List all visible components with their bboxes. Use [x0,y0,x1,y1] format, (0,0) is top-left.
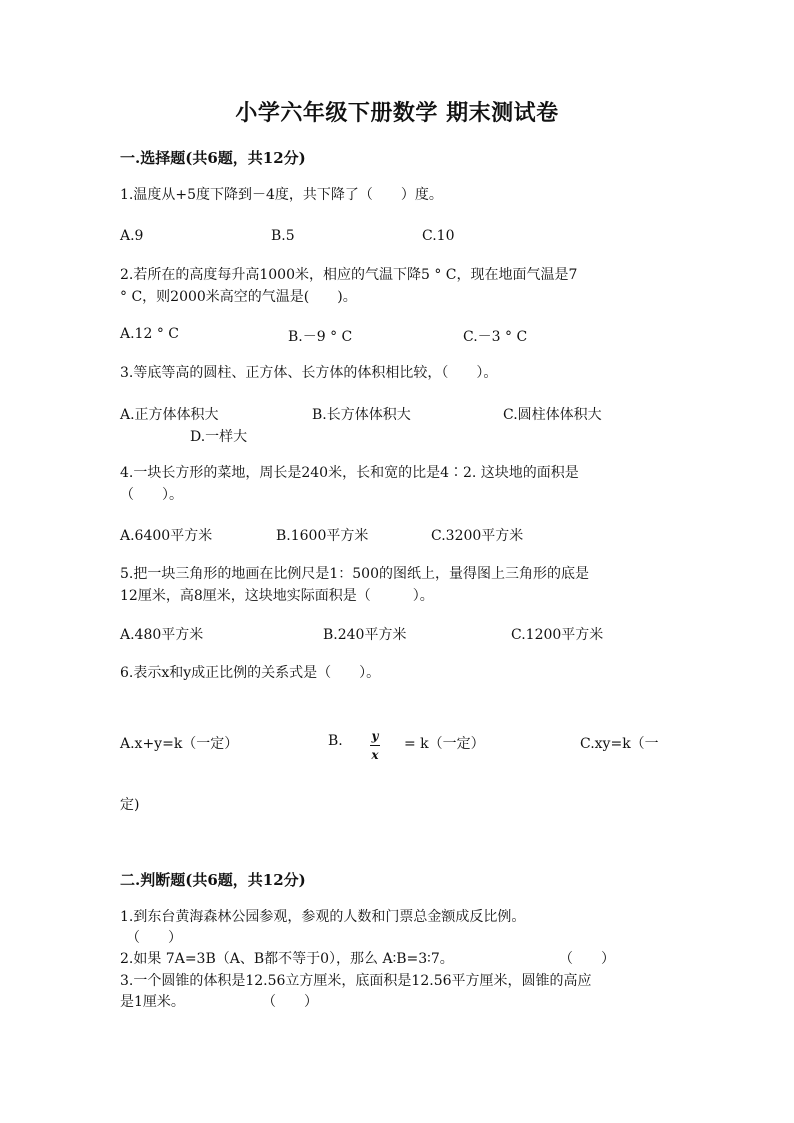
question-6: 6.表示x和y成正比例的关系式是（ ）。 [120,665,381,681]
q6-option-b-suffix: = k（一定） [404,736,485,752]
page-title: 小学六年级下册数学 期末测试卷 [235,100,559,126]
q6-option-b-fraction [368,729,382,762]
question-4-line-2: （ ）。 [120,487,183,503]
q5-option-b: B.240平方米 [323,627,407,643]
q6-option-a: A.x+y=k（一定） [120,736,239,752]
q1-option-c: C.10 [422,228,455,244]
section-heading-choice: 一.选择题(共6题，共12分) [120,149,306,167]
q1-option-a: A.9 [120,228,144,244]
q5-option-a: A.480平方米 [120,627,204,643]
judge-1-line-1: 1.到东台黄海森林公园参观，参观的人数和门票总金额成反比例。 [120,909,526,925]
q2-option-a: A.12 ° C [120,326,179,342]
question-4-line-1: 4.一块长方形的菜地，周长是240米，长和宽的比是4∶2. 这块地的面积是 [120,465,579,481]
judge-1-line-2: （ ） [126,930,182,946]
q3-option-a: A.正方体体积大 [120,407,219,423]
question-2-line-1: 2.若所在的高度每升高1000米，相应的气温下降5 ° C，现在地面气温是7 [120,267,578,283]
q3-option-c: C.圆柱体体积大 [503,407,602,423]
q6-option-c: C.xy=k（一 [580,736,659,752]
q3-option-b: B.长方体体积大 [312,407,411,423]
judge-3-answer-paren: （ ） [262,994,318,1010]
judge-2: 2.如果 7A=3B（A、B都不等于0），那么 A∶B=3∶7。 [120,951,454,967]
fraction-bar [370,745,380,746]
q5-option-c: C.1200平方米 [511,627,604,643]
q6-option-b-prefix: B. [328,733,343,749]
judge-3-line-1: 3.一个圆锥的体积是12.56立方厘米，底面积是12.56平方厘米，圆锥的高应 [120,973,592,989]
fraction-numerator: y [371,729,379,743]
fraction-denominator: x [371,748,379,762]
q3-option-d: D.一样大 [190,429,248,445]
question-5-line-1: 5.把一块三角形的地画在比例尺是1：500的图纸上，量得图上三角形的底是 [120,566,589,582]
question-3: 3.等底等高的圆柱、正方体、长方体的体积相比较，（ ）。 [120,365,498,381]
q4-option-a: A.6400平方米 [120,528,213,544]
q4-option-c: C.3200平方米 [431,528,524,544]
q4-option-b: B.1600平方米 [276,528,369,544]
judge-2-answer-paren: （ ） [559,951,615,967]
section-heading-true-false: 二.判断题(共6题，共12分) [120,871,306,889]
judge-3-line-2: 是1厘米。 [120,994,185,1010]
question-2-line-2: ° C，则2000米高空的气温是( )。 [120,289,357,305]
q6-option-c-continued: 定) [120,797,140,813]
q1-option-b: B.5 [271,228,295,244]
q2-option-c: C.－3 ° C [463,329,528,345]
question-5-line-2: 12厘米，高8厘米，这块地实际面积是（ ）。 [120,588,434,604]
question-1: 1.温度从+5度下降到－4度，共下降了（ ）度。 [120,187,443,203]
q2-option-b: B.－9 ° C [288,329,353,345]
